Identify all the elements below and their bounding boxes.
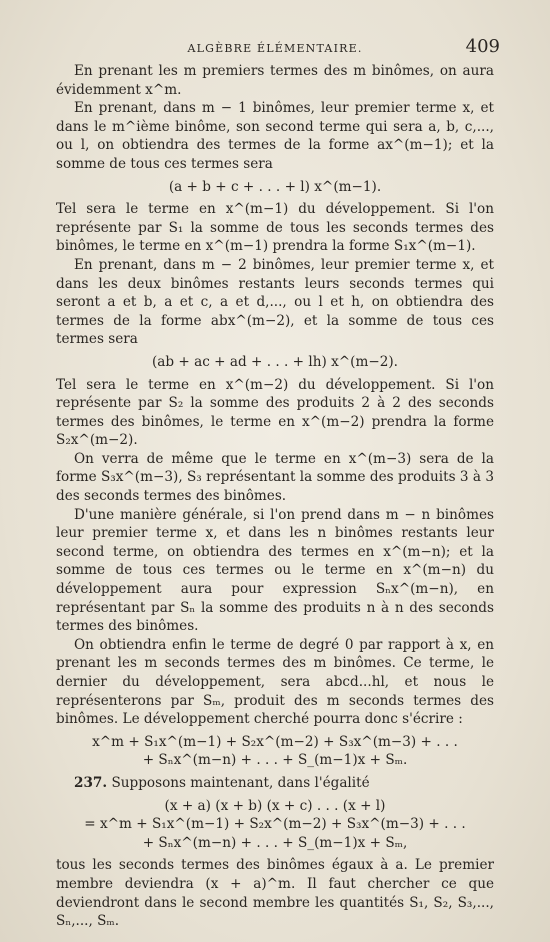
paragraph-1: En prenant les m premiers termes des m binômes, on aura évidemment x^m. xyxy=(56,63,494,98)
page-body xyxy=(56,62,494,931)
paragraph-3: Tel sera le terme en x^(m−1) du développement. Si l'on représente par S₁ la somme de tous les seconds termes des binômes, le terme en x^(m−1) prendra la forme S₁x^(m−1). xyxy=(56,201,494,255)
article-number: 237. xyxy=(74,774,108,791)
formula-sum-first: (a + b + c + . . . + l) x^(m−1). xyxy=(168,178,382,195)
formula-equality-line-3: + Sₙx^(m−n) + . . . + S_(m−1)x + Sₘ, xyxy=(142,834,408,851)
formula-development-line-2: + Sₙx^(m−n) + . . . + S_(m−1)x + Sₘ. xyxy=(142,752,408,769)
paragraph-6: On verra de même que le terme en x^(m−3) sera de la forme S₃x^(m−3), S₃ représentant la somme des produits 3 à 3 des seconds termes des binômes. xyxy=(56,450,494,505)
paragraph-7: D'une manière générale, si l'on prend dans m − n binômes leur premier terme x, et dans les n binômes restants leur second terme, on obtiendra des termes en x^(m−n); et la somme de tous ces termes ou le terme en x^(m−n) du développement aura pour expression Sₙx^(m−n), en représentant par Sₙ la somme des produits n à n des seconds termes des binômes. xyxy=(56,506,494,635)
paragraph-9: tous les seconds termes des binômes égaux à a. Le premier membre deviendra (x + a)^m. Il faut chercher ce que deviendront dans le second membre les quantités S₁, S₂, S₃,..., Sₙ,..., Sₘ. xyxy=(56,857,494,930)
formula-sum-second: (ab + ac + ad + . . . + lh) x^(m−2). xyxy=(151,353,398,370)
page-number: 409 xyxy=(465,36,500,57)
paragraph-2: En prenant, dans m − 1 binômes, leur premier terme x, et dans le m^ième binôme, son second terme qui sera a, b, c,..., ou l, on obtiendra des termes de la forme ax^(m−1); et la somme de tous ces termes sera xyxy=(56,100,494,172)
running-title: ALGÈBRE ÉLÉMENTAIRE. xyxy=(187,42,363,55)
paragraph-5: Tel sera le terme en x^(m−2) du développement. Si l'on représente par S₂ la somme des produits 2 à 2 des seconds termes des binômes, le terme en x^(m−2) prendra la forme S₂x^(m−2). xyxy=(56,376,494,449)
formula-development-line-1: x^m + S₁x^(m−1) + S₂x^(m−2) + S₃x^(m−3) + . . . xyxy=(92,733,458,750)
paragraph-8: On obtiendra enfin le terme de degré 0 par rapport à x, en prenant les m seconds termes des m binômes. Ce terme, le dernier du développement, sera abcd...hl, et nous le représenterons par Sₘ, produit des m seconds termes des binômes. Le développement cherché pourra donc s'écrire : xyxy=(56,636,494,728)
formula-development xyxy=(56,733,494,770)
article-text: Supposons maintenant, dans l'égalité xyxy=(111,774,370,791)
formula-equality-line-1: (x + a) (x + b) (x + c) . . . (x + l) xyxy=(164,797,386,814)
article-237 xyxy=(56,774,494,793)
paragraph-4: En prenant, dans m − 2 binômes, leur premier terme x, et dans les deux binômes restants leurs seconds termes qui seront a et b, a et c, a et d,..., ou l et h, on obtiendra des termes de la forme abx^(m−2), et la somme de tous ces termes sera xyxy=(56,256,494,348)
formula-equality-line-2: = x^m + S₁x^(m−1) + S₂x^(m−2) + S₃x^(m−3) + . . . xyxy=(84,816,466,833)
page-header xyxy=(50,36,500,60)
formula-equality xyxy=(56,797,494,853)
